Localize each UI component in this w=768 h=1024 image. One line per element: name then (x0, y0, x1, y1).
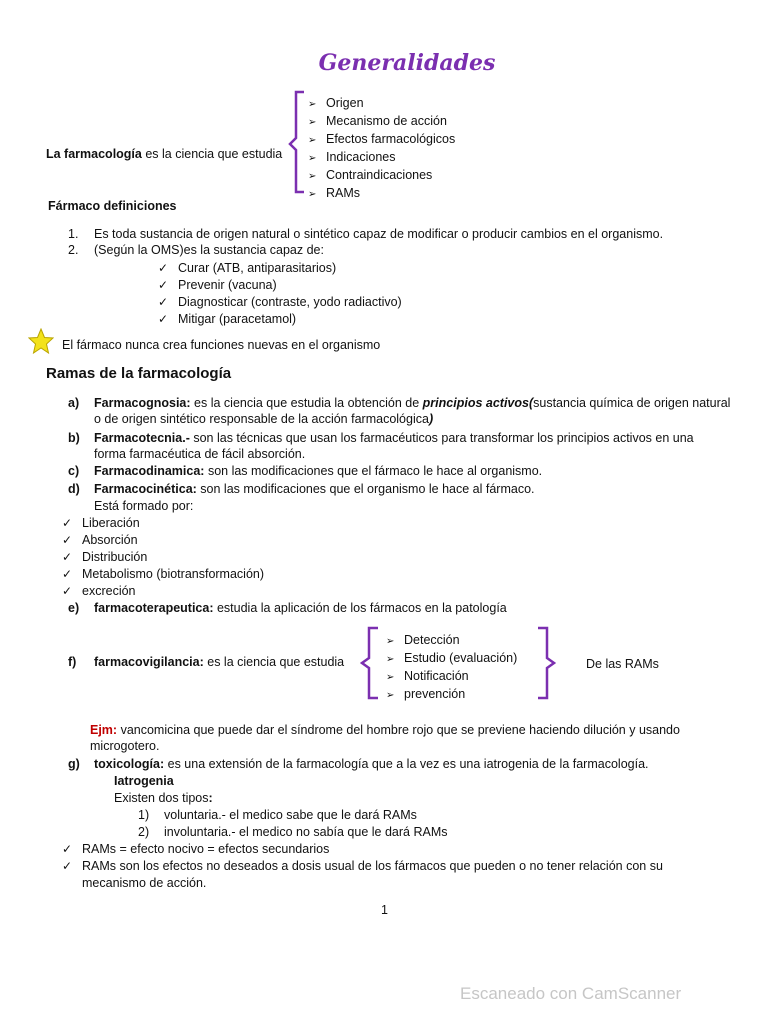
intro-item: ➢ Mecanismo de acción (308, 113, 455, 131)
ejemplo-line2: microgotero. (90, 739, 160, 753)
intro-list (308, 95, 455, 203)
definiciones-heading: Fármaco definiciones (48, 199, 177, 213)
intro-lead: La farmacología (46, 147, 142, 161)
check-icon: ✓ (158, 312, 169, 326)
star-icon (28, 328, 54, 354)
intro-statement (46, 146, 282, 162)
sub-item: ✓ Curar (ATB, antiparasitarios) (158, 261, 337, 275)
check-icon: ✓ (62, 859, 73, 873)
intro-item: ➢ RAMs (308, 185, 455, 203)
iatrogenia-heading: Iatrogenia (114, 774, 174, 788)
arrow-bullet-icon: ➢ (386, 690, 395, 701)
f-right-label: De las RAMs (586, 657, 659, 671)
iatrogenia-item: 2) involuntaria.- el medico no sabía que le dará RAMs (138, 825, 448, 839)
arrow-bullet-icon: ➢ (308, 171, 317, 182)
list-item: ✓ Distribución (62, 550, 148, 564)
intro-item: ➢ Contraindicaciones (308, 167, 455, 185)
rama-g: g) toxicología: es una extensión de la farmacología que a la vez es una iatrogenia de la farmacología. (68, 757, 649, 771)
page-title: Generalidades (318, 50, 496, 76)
arrow-bullet-icon: ➢ (308, 117, 317, 128)
final-item-line2: mecanismo de acción. (82, 876, 207, 890)
arrow-bullet-icon: ➢ (308, 135, 317, 146)
definicion-item: 1. Es toda sustancia de origen natural o sintético capaz de modificar o producir cambios en el organismo. (68, 227, 664, 241)
arrow-bullet-icon: ➢ (308, 99, 317, 110)
rama-e: e) farmacoterapeutica: estudia la aplicación de los fármacos en la patología (68, 601, 507, 615)
final-item: ✓ RAMs = efecto nocivo = efectos secundarios (62, 842, 330, 856)
intro-item: ➢ Efectos farmacológicos (308, 131, 455, 149)
farmacocinetica-list (62, 515, 264, 599)
iatrogenia-item: 1) voluntaria.- el medico sabe que le dará RAMs (138, 808, 417, 822)
note-text: El fármaco nunca crea funciones nuevas en el organismo (62, 338, 381, 352)
intro-item: ➢ Indicaciones (308, 149, 455, 167)
sub-item: ✓ Mitigar (paracetamol) (158, 312, 297, 326)
camscanner-watermark: Escaneado con CamScanner (460, 984, 682, 1003)
f-left-brace (360, 626, 382, 700)
farmacovigilancia-list (386, 632, 517, 704)
rama-d-line2: Está formado por: (94, 499, 194, 513)
arrow-bullet-icon: ➢ (386, 654, 395, 665)
definicion-item: 2. (Según la OMS)es la sustancia capaz de: (68, 243, 324, 257)
intro-left-brace (288, 90, 308, 194)
rama-b: b) Farmacotecnia.- son las técnicas que usan los farmacéuticos para transformar los principios activos en una (68, 431, 694, 445)
intro-lead-rest: es la ciencia que estudia (141, 147, 283, 161)
list-item: ➢ Estudio (evaluación) (386, 650, 517, 668)
f-right-brace (534, 626, 556, 700)
rama-c: c) Farmacodinamica: son las modificaciones que el fármaco le hace al organismo. (68, 464, 543, 478)
check-icon: ✓ (158, 278, 169, 292)
check-icon: ✓ (62, 584, 73, 598)
list-item: ➢ Notificación (386, 668, 517, 686)
arrow-bullet-icon: ➢ (308, 189, 317, 200)
ramas-heading: Ramas de la farmacología (46, 365, 232, 382)
rama-d: d) Farmacocinética: son las modificaciones que el organismo le hace al fármaco. (68, 482, 535, 496)
rama-a: a) Farmacognosia: es la ciencia que estudia la obtención de principios activos(sustancia química de origen natural (68, 396, 731, 410)
sub-item: ✓ Diagnosticar (contraste, yodo radiactivo) (158, 295, 402, 309)
check-icon: ✓ (62, 842, 73, 856)
final-item: ✓ RAMs son los efectos no deseados a dosis usual de los fármacos que pueden o no tener relación con su (62, 859, 663, 873)
list-item: ✓ Liberación (62, 516, 140, 530)
check-icon: ✓ (62, 567, 73, 581)
list-item: ✓ Metabolismo (biotransformación) (62, 567, 265, 581)
check-icon: ✓ (158, 261, 169, 275)
list-item: ➢ Detección (386, 632, 517, 650)
iatrogenia-intro: Existen dos tipos: (114, 791, 213, 805)
check-icon: ✓ (158, 295, 169, 309)
list-item: ✓ Absorción (62, 533, 138, 547)
intro-item: ➢ Origen (308, 95, 455, 113)
rama-a-line2: o de origen sintético responsable de la acción farmacológica) (94, 412, 434, 426)
rama-b-line2: forma farmacéutica de fácil absorción. (94, 447, 306, 461)
rama-f: f) farmacovigilancia: es la ciencia que estudia (68, 655, 345, 669)
definicion-sublist (158, 260, 402, 327)
list-item: ✓ excreción (62, 584, 136, 598)
ejemplo: Ejm: vancomicina que puede dar el síndrome del hombre rojo que se previene haciendo dilución y usando (90, 723, 680, 737)
arrow-bullet-icon: ➢ (386, 636, 395, 647)
page-number: 1 (381, 903, 388, 917)
check-icon: ✓ (62, 516, 73, 530)
list-item: ➢ prevención (386, 686, 517, 704)
arrow-bullet-icon: ➢ (308, 153, 317, 164)
arrow-bullet-icon: ➢ (386, 672, 395, 683)
check-icon: ✓ (62, 533, 73, 547)
sub-item: ✓ Prevenir (vacuna) (158, 278, 277, 292)
check-icon: ✓ (62, 550, 73, 564)
